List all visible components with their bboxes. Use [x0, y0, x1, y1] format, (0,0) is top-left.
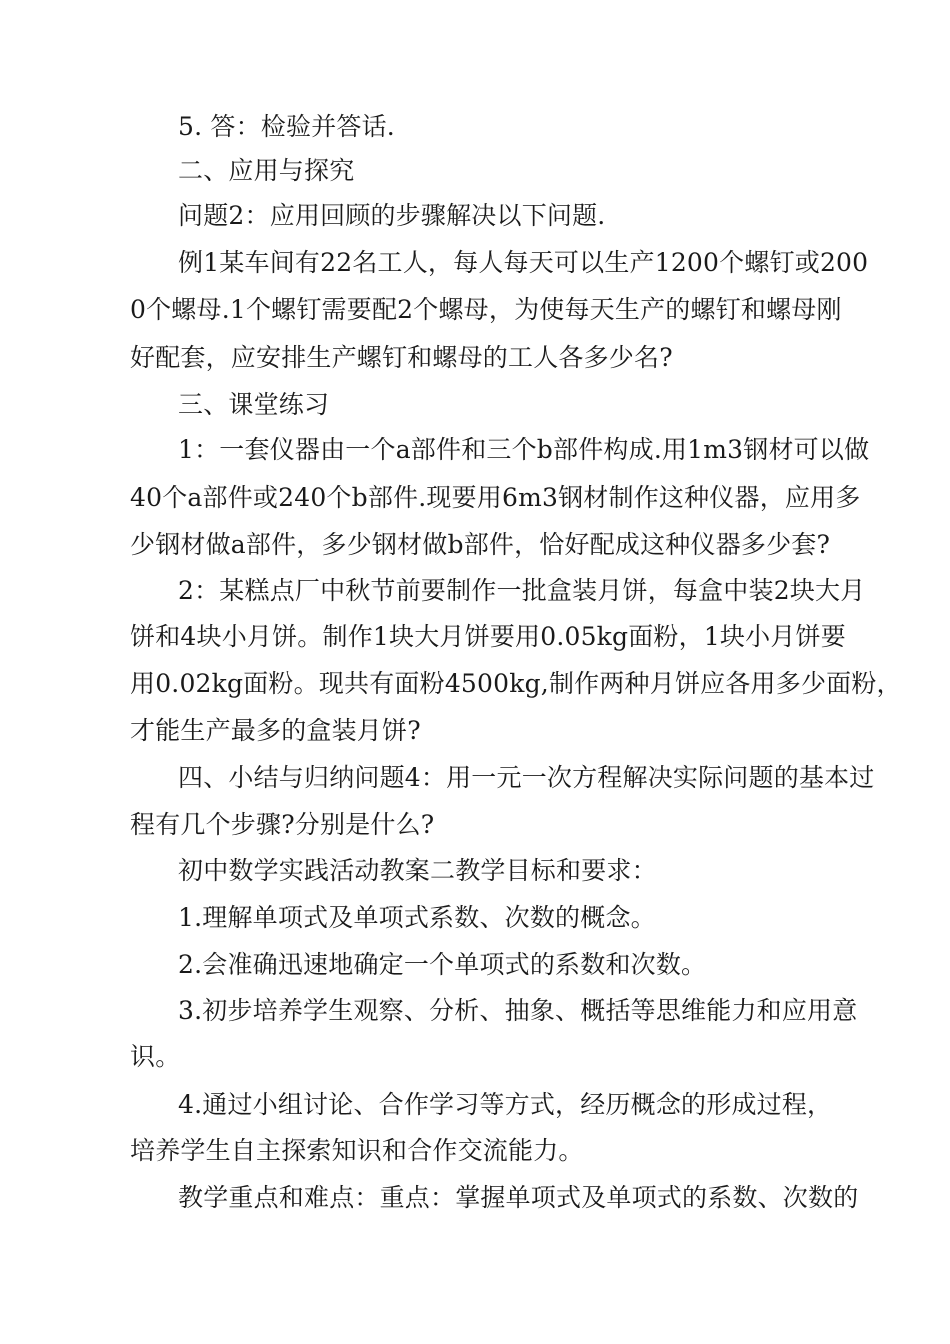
text-line: 4.通过小组讨论、合作学习等方式，经历概念的形成过程，: [178, 1090, 833, 1119]
text-line: 才能生产最多的盒装月饼?: [130, 716, 421, 745]
text-line: 教学重点和难点：重点：掌握单项式及单项式的系数、次数的: [178, 1183, 859, 1212]
text-line: 好配套，应安排生产螺钉和螺母的工人各多少名?: [130, 343, 673, 372]
text-line: 识。: [130, 1042, 181, 1071]
text-line: 2.会准确迅速地确定一个单项式的系数和次数。: [178, 950, 707, 979]
text-line: 5. 答：检验并答话.: [178, 112, 395, 141]
text-line: 3.初步培养学生观察、分析、抽象、概括等思维能力和应用意: [178, 996, 858, 1025]
text-line: 少钢材做a部件，多少钢材做b部件，恰好配成这种仪器多少套?: [130, 530, 831, 559]
section-heading: 二、应用与探究: [178, 156, 355, 185]
section-heading: 三、课堂练习: [178, 390, 330, 419]
text-line: 培养学生自主探索知识和合作交流能力。: [130, 1136, 584, 1165]
text-line: 1：一套仪器由一个a部件和三个b部件构成.用1m3钢材可以做: [178, 435, 870, 464]
text-line: 2：某糕点厂中秋节前要制作一批盒装月饼，每盒中装2块大月: [178, 576, 866, 605]
text-line: 例1某车间有22名工人，每人每天可以生产1200个螺钉或200: [178, 248, 869, 277]
section-heading: 四、小结与归纳问题4：用一元一次方程解决实际问题的基本过: [178, 763, 875, 792]
text-line: 饼和4块小月饼。制作1块大月饼要用0.05kg面粉，1块小月饼要: [130, 622, 846, 651]
text-line: 1.理解单项式及单项式系数、次数的概念。: [178, 903, 656, 932]
text-line: 用0.02kg面粉。现共有面粉4500kg,制作两种月饼应各用多少面粉，: [130, 669, 902, 698]
text-line: 问题2：应用回顾的步骤解决以下问题.: [178, 201, 606, 230]
text-line: 初中数学实践活动教案二教学目标和要求：: [178, 856, 657, 885]
text-line: 0个螺母.1个螺钉需要配2个螺母，为使每天生产的螺钉和螺母刚: [130, 295, 842, 324]
text-line: 程有几个步骤?分别是什么?: [130, 810, 435, 839]
text-line: 40个a部件或240个b部件.现要用6m3钢材制作这种仪器，应用多: [130, 483, 861, 512]
